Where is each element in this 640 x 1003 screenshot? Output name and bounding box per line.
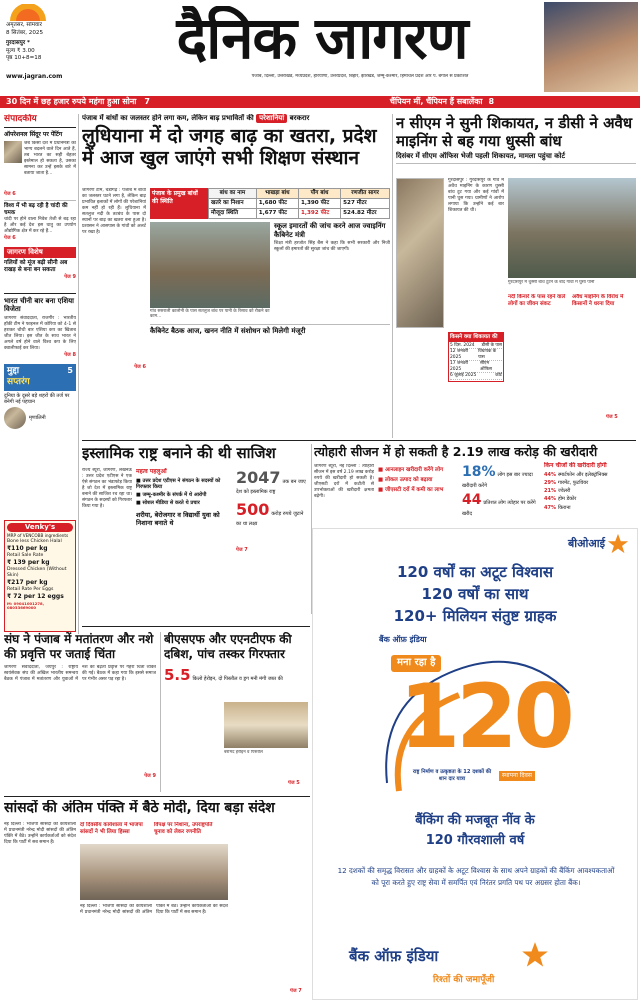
- modi-story: [4, 800, 310, 1000]
- dam-table: [208, 188, 390, 219]
- saptrang-label: सप्तरंग: [7, 377, 30, 388]
- complaint-row: [450, 349, 502, 361]
- ad-item-price: ₹110 per kg: [7, 544, 48, 552]
- complaint-cell: विधायक के पास: [478, 349, 497, 360]
- islamic-bullet: ■ जम्मू-कश्मीर के संपर्क में थे आरोपी: [136, 492, 207, 498]
- bsf-caption: बरामद हेरोइन व पिस्तौल: [224, 750, 263, 755]
- complaint-rows: [449, 342, 503, 381]
- dam-box-label: पंजाब के प्रमुख बांधों की स्थिति: [150, 188, 208, 219]
- columnist-photo: [4, 141, 22, 163]
- bsf-stat-num: 5.5: [164, 666, 191, 684]
- right-top-story: [396, 114, 636, 438]
- dam-table-header: पौंग बांध: [298, 189, 340, 199]
- masthead-photo: [544, 2, 638, 92]
- lead-headline[interactable]: लुधियाना में दो जगह बाढ़ का खतरा, प्रदेश में आज खुल जाएंगे सभी शिक्षण संस्थान: [82, 124, 377, 169]
- mudda-photo: [4, 407, 26, 429]
- mudda-name: मृणालिनी: [29, 415, 46, 422]
- festive-list-pct: 47%: [544, 504, 556, 511]
- right-top-kicker: दिसंबर में सीएम ऑफिस भेजी पहली शिकायत, मामला पहुंचा कोर्ट: [396, 152, 636, 164]
- bank-line-2: 120 वर्षों का साथ: [421, 585, 529, 603]
- festive-list: [544, 472, 636, 511]
- festive-list-item: [544, 480, 636, 486]
- islamic-bullet: ■ सोशल मीडिया से करते थे प्रचार: [136, 500, 200, 507]
- ad-item: [7, 539, 73, 552]
- conversion-story: [4, 632, 156, 792]
- bank-brand-small: बैंक ऑफ़ इंडिया: [379, 635, 427, 644]
- festive-list-head: किन चीजों की खरीदारी होगी: [544, 462, 607, 469]
- complaint-box-head: किसने क्या शिकायत की: [449, 333, 503, 342]
- ad-item-name: Retail Sale Rate: [7, 553, 44, 559]
- lead-more[interactable]: पेज 6: [134, 364, 146, 370]
- modi-bullet-2[interactable]: विपक्ष पर निशाना, उपराष्ट्रपति चुनाव को लेकर रणनीति: [154, 822, 213, 835]
- teaser-bar: [0, 96, 640, 108]
- side-text: शिक्षा मंत्री हरजोत सिंह बैंस ने कहा कि सभी सरकारी और निजी स्कूलों की इमारतों की सुरक्षा जांच की जाएगी।: [274, 241, 390, 253]
- dam-table-cell: 1,392 फीट: [298, 208, 340, 218]
- dam-table-header: रणजीत सागर: [341, 189, 390, 199]
- mudda-label: मुद्दा: [7, 366, 20, 377]
- ad-item: [7, 553, 73, 566]
- lead-kicker: पंजाब में बांधों का जलस्तर होने लगा कम, लेकिन बाढ़ प्रभावितों की: [82, 114, 254, 122]
- venkys-logo: Venky's: [7, 523, 73, 532]
- islamic-bullet: ■ उत्तर प्रदेश एटीएस ने संगठन के सदस्यों को गिरफ्तार किया: [136, 477, 221, 490]
- modi-text-2: नई दिल्ली : भाजपा सांसदों की कार्यशाला में प्रधानमंत्री नरेन्द्र मोदी सांसदों की अंतिम पंक्ति में बैठे। उन्होंने कार्यकर्ताओं को संदेश दिया कि पार्टी में सब समान हैं।: [80, 904, 228, 915]
- festive-list-item: [544, 488, 636, 494]
- complaint-cell: 5 दिस. 2024: [450, 342, 475, 348]
- teaser-right-page: 8: [488, 97, 495, 106]
- islamic-box-label: महत्व पहलुओं: [136, 468, 167, 475]
- modi-bullet-1[interactable]: दो दिवसीय कार्यशाला में भाजपा सांसदों ने भी लिया हिस्सा: [80, 822, 143, 835]
- date: 8 सितंबर, 2025: [6, 29, 44, 36]
- dam-table-cell: 1,390 फीट: [298, 198, 340, 208]
- complaint-cell: 6 जुलाई 2025: [450, 373, 477, 379]
- dam-table-row: [209, 208, 390, 218]
- bank-tagline-b: बैंकिंग की मजबूत नींव के: [415, 813, 535, 828]
- islamic-stat-text: तक बन जाए देश को इस्लामिक राष्ट्र: [236, 479, 306, 495]
- lead-kicker-tail: बरकरार: [289, 114, 310, 122]
- modi-more[interactable]: पेज 7: [290, 988, 302, 994]
- dam-table-cell: 524.82 मीटर: [341, 208, 390, 218]
- islamic-bullets: [136, 478, 232, 507]
- dam-table-cell: खतरे का निशान: [209, 198, 257, 208]
- flood-photo: [150, 222, 270, 308]
- festive-pct1-text: लोग इस बार ज्यादा खरीदारी करेंगे: [462, 472, 533, 489]
- edition: गुरदासपुर *: [6, 40, 30, 47]
- teaser-left-page: 7: [144, 97, 150, 106]
- bsf-story: [164, 632, 310, 792]
- bank-line-3: 120+ मिलियन संतुष्ट ग्राहक: [393, 607, 557, 625]
- sidebar-story-text: जागरण संवाददाता, राजगीर : भारतीय हॉकी टीम ने फाइनल में कोरिया को 4-1 से हराकर चौथी बार एशिया कप का खिताब जीत लिया। इस जीत के साथ भारत ने अगले वर्ष होने वाले विश्व कप के लिए क्वालीफाई कर लिया।: [4, 316, 76, 351]
- masthead: [0, 0, 640, 96]
- festive-list-item: [544, 496, 636, 502]
- festive-list-label: ज्वेलरी: [557, 488, 571, 494]
- festive-list-item: [544, 505, 636, 511]
- sidebar-story-head[interactable]: भारत चीनी बार बना एशिया विजेता: [4, 293, 76, 315]
- festive-list-pct: 21%: [544, 488, 556, 494]
- star-icon: [607, 533, 629, 555]
- minister-photo: [396, 178, 444, 328]
- mudda-text[interactable]: दुनिया के दूसरे बड़े शहरों की तर्ज पर बनेगी नई पहचान: [4, 392, 70, 405]
- bank-celebrating: मना रहा है: [391, 655, 441, 672]
- right-top-more[interactable]: पेज 5: [606, 414, 618, 420]
- conversion-text: जागरण संवाददाता, जयपुर : राष्ट्रीय स्वयंसेवक संघ की अखिल भारतीय समन्वय बैठक में पंजाब में मतांतरण और युवाओं में नशे की बढ़ती प्रवृत्ति पर गहरी चिंता व्यक्त की गई। बैठक में कहा गया कि इससे समाज पर गंभीर असर पड़ रहा है।: [4, 665, 156, 682]
- festive-pct2-text: प्रतिशत लोग त्योहार पर करेंगे खरीद: [462, 500, 536, 517]
- teaser-right[interactable]: चैंपियन मीं, चैंपियन हैं सबालेंका: [389, 97, 483, 106]
- dam-table-header: भाखड़ा बांध: [256, 189, 298, 199]
- right-top-headline[interactable]: न सीएम ने सुनी शिकायत, न डीसी ने अवैध माइनिंग से बह गया धुस्सी बांध: [396, 114, 633, 150]
- modi-text: नई दिल्ली : भाजपा सांसदों की कार्यशाला में प्रधानमंत्री नरेन्द्र मोदी सांसदों की अंतिम पंक्ति में बैठे। उन्होंने कार्यकर्ताओं को संदेश दिया कि पार्टी में सब समान हैं।: [4, 822, 76, 845]
- bsf-stat-text: किलो हेरोइन, दो पिस्तौल व ड्रग मनी मंगी जब्त की: [192, 676, 283, 682]
- bank-brand: बैंक ऑफ़ इंडिया: [349, 947, 439, 965]
- bank-line-1: 120 वर्षों का अटूट विश्वास: [396, 563, 554, 581]
- ad-item-name: Bone less Chicken Halal: [7, 539, 62, 544]
- mudda-page: 5: [67, 366, 73, 376]
- islamic-stat-num: 2047: [236, 468, 281, 487]
- modi-photo: [80, 844, 228, 900]
- right-bullet-2[interactable]: अवैध माइनिंग के विरोध में किसानों ने धरना दिया: [572, 294, 624, 307]
- opinion-text: चांदी पर होने वाला निवेश तेजी से बढ़ रहा है और कई देश इस धातु का उपयोग औद्योगिक क्षेत्र में कर रहे हैं...: [4, 216, 76, 234]
- editorial-text: जब किसी देश में प्रधानमंत्री का भाग्य बदलने वाले दिन आते हैं, तब भारत का सही बेहतर इस्तेमाल हो सकता है, उसका सामना कर उन्हें इसके बारे में बताया जाता है...: [24, 140, 76, 176]
- dam-table-cell: मौजूदा स्थिति: [209, 208, 257, 218]
- bank-star-icon: [521, 941, 549, 969]
- jagran-vishesh-more[interactable]: पेज 9: [64, 274, 76, 281]
- ad-item-name: Dressed Chicken (Without Skin): [7, 567, 67, 579]
- festive-headline[interactable]: त्योहारी सीजन में हो सकती है 2.19 लाख करोड़ की खरीदारी: [314, 444, 598, 459]
- paper-title: दैनिक जागरण: [176, 6, 468, 70]
- islamic-more[interactable]: पेज 7: [236, 547, 248, 553]
- festive-list-pct: 29%: [544, 479, 556, 486]
- bank-120: 120: [399, 665, 571, 768]
- festive-bullets: [378, 464, 458, 493]
- bsf-photo: [224, 702, 308, 748]
- venkys-line: MRP of VENCOBB ingredients: [7, 532, 69, 538]
- teaser-left[interactable]: 30 दिन में छह हजार रुपये महंगा हुआ सोना: [6, 97, 137, 106]
- festive-list-label: होम डेकोर: [557, 496, 577, 503]
- festive-list-label: किराना: [557, 504, 571, 511]
- bank-tagline-c: 120 गौरवशाली वर्ष: [425, 833, 525, 848]
- ad-item-name: Retail Rate Per Eggs: [7, 587, 54, 593]
- dam-table-cell: 1,677 फीट: [256, 208, 298, 218]
- bsf-more[interactable]: पेज 5: [288, 780, 300, 786]
- bank-tagline-a: राष्ट्र निर्माण व उत्कृष्टता के 12 दशकों की शान दार यात्रा: [412, 769, 492, 782]
- festive-pct1: 18%: [462, 464, 496, 480]
- right-top-text: गुरदासपुर : गुरदासपुर के गांव में अवैध माइनिंग के कारण धुस्सी बांध टूट गया और कई गांवों में पानी घुस गया। ग्रामीणों ने आरोप लगाया कि उन्होंने कई बार शिकायत की थी।: [448, 178, 504, 213]
- venkys-items: [7, 539, 73, 601]
- venkys-phone: M: 09041001278, 08033669000: [7, 600, 45, 611]
- dam-breach-photo: [508, 178, 636, 278]
- bank-slogan: रिश्तों की जमापूँजी: [433, 975, 495, 985]
- sidebar-story-more[interactable]: पेज 8: [64, 351, 76, 358]
- bank-ad-logo: बीओआई: [567, 537, 605, 550]
- complaint-cell: डीसी के पास: [481, 342, 502, 348]
- festive-list-label: स्मार्टफोन और इलेक्ट्रॉनिक्स: [557, 471, 608, 478]
- opinion-more[interactable]: पेज 6: [4, 234, 16, 241]
- bank-ad[interactable]: [312, 528, 638, 1000]
- dam-table-cell: 1,680 फीट: [256, 198, 298, 208]
- modi-headline[interactable]: सांसदों की अंतिम पंक्ति में बैठे मोदी, दिया बड़ा संदेश: [4, 800, 275, 816]
- editorial-more[interactable]: पेज 6: [4, 190, 16, 197]
- pages: पृष्ठ 10+8=18: [6, 55, 42, 62]
- islamic-count-text: करोड़ रुपये जुटाने का था लक्ष्य: [236, 510, 304, 527]
- bank-foundation: स्थापना दिवस: [499, 771, 535, 781]
- complaint-cell: 12 जनवरी 2025: [450, 349, 469, 360]
- complaint-cell: कोर्ट: [495, 373, 502, 379]
- complaint-cell: 17 जनवरी 2025: [450, 361, 469, 372]
- ad-item: [7, 567, 73, 586]
- flood-caption: गांव ससराली कालोनी के पास सतलुज बांध पर पानी के रिसाव को रोकने का काम...: [150, 308, 270, 320]
- lead-kicker-tag: परेशानियां: [256, 114, 287, 123]
- islamic-side-head[interactable]: शरीया, बेरोजगार व विद्यार्थी युवा को निशाना बनाते थे: [136, 510, 220, 527]
- festive-list-pct: 44%: [544, 471, 556, 478]
- dam-table-row: [209, 198, 390, 208]
- islamic-text: राज्य ब्यूरो, जागरण, लखनऊ : उत्तर प्रदेश एटीएस ने एक ऐसे संगठन का भंडाफोड़ किया है जो देश में इस्लामिक राष्ट्र बनाने की साजिश रच रहा था। संगठन के सदस्यों को गिरफ्तार किया गया है।: [82, 468, 132, 509]
- islamic-headline[interactable]: इस्लामिक राष्ट्र बनाने की थी साजिश: [82, 444, 276, 462]
- lead-text: जागरण टीम, चंडीगढ़ : पंजाब में बांधों का जलस्तर घटने लगा है, लेकिन बाढ़ प्रभावित इलाकों में लोगों की परेशानियां कम नहीं हो रही हैं। लुधियाना में सतलुज नदी के तटबंध के पास दो स्थानों पर बाढ़ का खतरा बना हुआ है। प्रशासन ने आसपास के गांवों को अलर्ट पर रखा है।: [82, 188, 146, 235]
- festive-list-pct: 44%: [544, 496, 556, 503]
- festive-bullet: ■ लोकल उत्पाद को बढ़ावा: [378, 476, 433, 483]
- festive-text: जागरण ब्यूरो, नई दिल्ली : त्योहारी सीजन में इस वर्ष 2.19 लाख करोड़ रुपये की खरीदारी हो सकती है। जीएसटी दरों में कटौती से उपभोक्ताओं की खरीदारी क्षमता बढ़ेगी।: [314, 464, 374, 499]
- sunrise-logo: [8, 4, 48, 22]
- lead-story: [82, 114, 390, 438]
- jagran-vishesh-label: जागरण विशेष: [4, 247, 76, 258]
- complaint-cell: सीएम ऑफिस: [479, 361, 492, 372]
- right-bullet-1[interactable]: नदी किनारे के पास रहने वाले लोगों का जीवन संकट: [508, 294, 566, 307]
- ad-item-price: ₹ 72 per 12 eggs: [7, 593, 64, 601]
- regions-line: पंजाब, दिल्ली, उत्तराखंड, मध्यप्रदेश, हरियाणा, उत्तरप्रदेश, बिहार, झारखंड, जम्मू-कश्मीर, हिमाचल प्रदेश और प. बंगाल से प्रकाशित: [251, 74, 469, 79]
- side-head[interactable]: स्कूल इमारतों की जांच करने आज ज्वाइनिंग कैबिनेट मंत्री: [274, 221, 386, 239]
- festive-list-label: गारमेंट, फुटवियर: [557, 479, 589, 486]
- festive-bullet: ■ आनलाइन खरीदारी करेंगे लोग: [378, 467, 444, 473]
- bank-body: 12 दशकों की समृद्ध विरासत और ग्राहकों के अटूट विश्वास के साथ अपने ग्राहकों की बैंकिंग आवश्यकताओं को पूरा करते हुए राष्ट्र सेवा में समर्पित एवं निरंतर प्रगति पथ पर अग्रसर होता बैंक।: [337, 866, 615, 887]
- islamic-story: [82, 444, 308, 614]
- dam-table-cell: 527 मीटर: [341, 198, 390, 208]
- website[interactable]: www.jagran.com: [6, 73, 63, 80]
- jagran-vishesh-head[interactable]: गलियों को मूंज बढ़ी सीनी अब राखड़ से बना बन सकता: [4, 259, 68, 274]
- price: मूल्य ₹ 3.00: [6, 47, 35, 54]
- bsf-headline[interactable]: बीएसएफ और एएनटीएफ की दबिश, पांच तस्कर गिरफ्तार: [164, 632, 292, 661]
- dam-breach-caption: गुरदासपुर में धुस्सी बांध टूटने के बाद गांवों में घुसा पानी: [508, 280, 595, 285]
- complaint-row: [450, 361, 502, 373]
- festive-list-item: [544, 472, 636, 478]
- conversion-more[interactable]: पेज 9: [144, 773, 156, 779]
- islamic-count-num: 500: [236, 499, 270, 519]
- ad-item: [7, 587, 73, 600]
- bank-badge: [369, 633, 583, 803]
- lead-subhead[interactable]: कैबिनेट बैठक आज, खनन नीति में संशोधन को मिलेगी मंजूरी: [150, 324, 390, 336]
- festive-pct2: 44: [462, 492, 482, 508]
- festive-bullet: ■ जीएसटी दरों में कमी का लाभ: [378, 486, 444, 493]
- conversion-headline[interactable]: संघ ने पंजाब में मतांतरण और नशे की प्रवृत्ति पर जताई चिंता: [4, 632, 154, 661]
- ad-item-price: ₹ 139 per kg: [7, 558, 50, 566]
- sampadkiya-label: संपादकीय: [4, 114, 76, 128]
- complaint-row: [450, 373, 502, 380]
- date-place: अमृतसर, सोमवार: [6, 22, 42, 28]
- dam-table-header: बांध का नाम: [209, 189, 257, 199]
- editorial-head[interactable]: ऑपरेशनल सिंदूर पर पेंटिंग: [4, 131, 63, 139]
- ad-item-price: ₹217 per kg: [7, 578, 48, 586]
- venkys-ad[interactable]: [4, 520, 76, 632]
- opinion-head[interactable]: विश्व में भी बढ़ रही है चांदी की चमक: [4, 200, 76, 217]
